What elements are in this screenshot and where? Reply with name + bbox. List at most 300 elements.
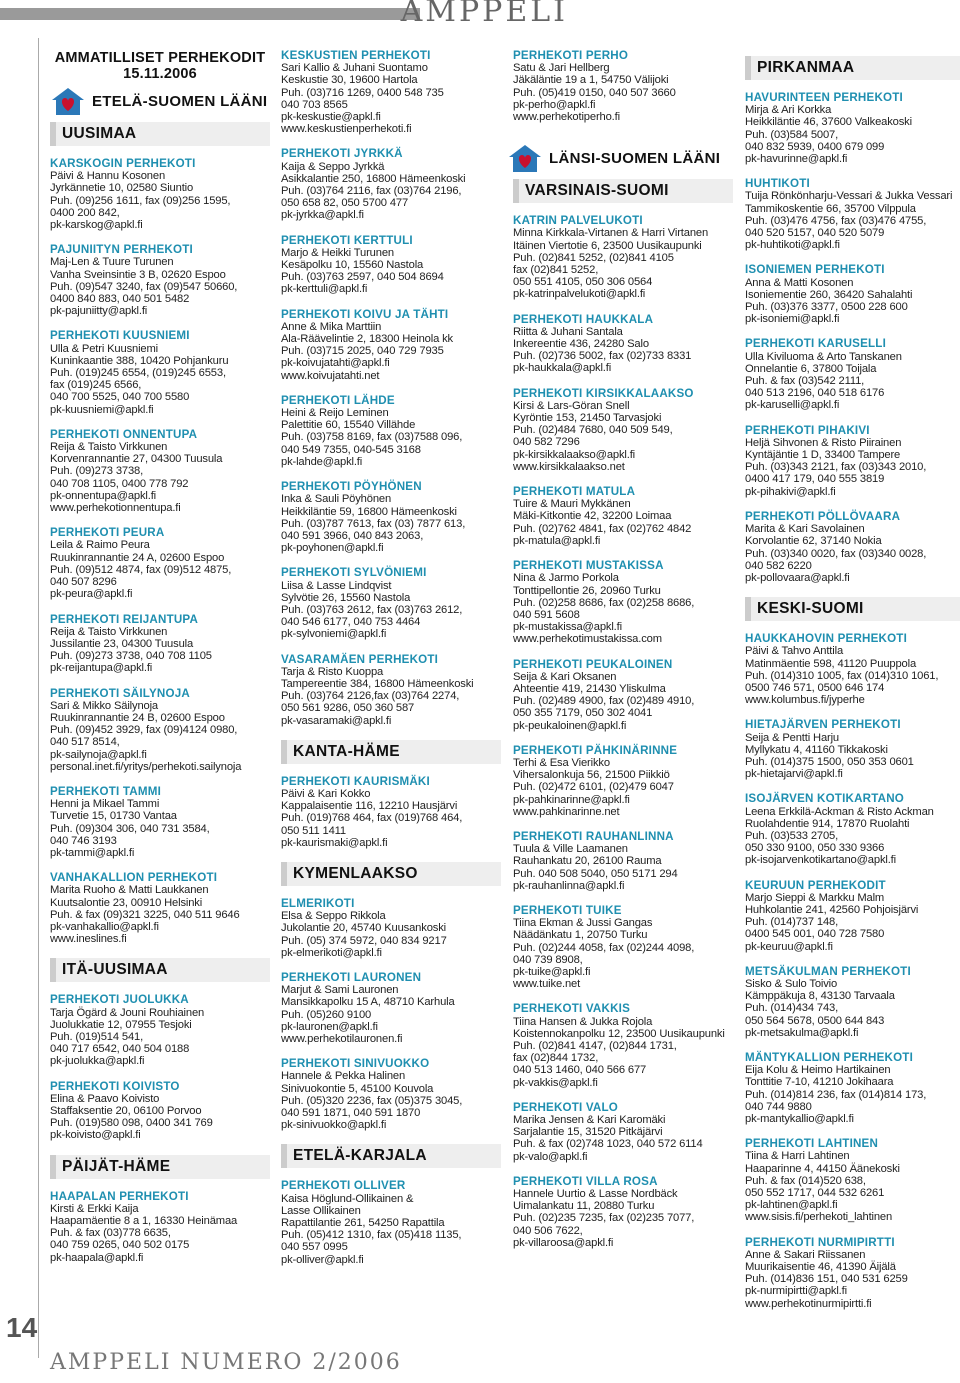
- listing-contact-link[interactable]: pk-jyrkka@apkl.fi: [281, 209, 364, 222]
- listing-name: VASARAMÄEN PERHEKOTI: [281, 652, 439, 666]
- listing-line: Korvolantie 62, 37140 Nokia: [745, 535, 882, 548]
- listing-line: Puh. (09)273 3738,: [50, 465, 144, 478]
- listing-line: 050 658 82, 050 5700 477: [281, 197, 409, 210]
- column-2: [281, 50, 501, 1279]
- listing-entry: [745, 1138, 960, 1223]
- listing-line: 050 551 4105, 050 306 0564: [513, 276, 653, 289]
- listing-name: METSÄKULMAN PERHEKOTI: [745, 964, 911, 978]
- listing-line: Heini & Reijo Leminen: [281, 407, 389, 420]
- page-heading: [50, 50, 270, 82]
- listing-line: Ulla Kiviluoma & Arto Tanskanen: [745, 350, 902, 363]
- listing-name: PERHEKOTI PÖLLÖVAARA: [745, 509, 901, 523]
- listing-line: Sisko & Sulo Toivio: [745, 977, 838, 990]
- listing-line: Puh. (014)310 1005, fax (014)310 1061,: [745, 669, 939, 682]
- listing-contact-link[interactable]: pk-havurinne@apkl.fi: [745, 153, 848, 166]
- listing-contact-link[interactable]: pk-haapala@apkl.fi: [50, 1251, 144, 1264]
- listing-name: PERHEKOTI MATULA: [513, 485, 636, 499]
- listing-line: 040 591 1871, 040 591 1870: [281, 1107, 421, 1120]
- listing-line: Terhi & Esa Vierikko: [513, 756, 610, 769]
- listing-name: VANHAKALLION PERHEKOTI: [50, 871, 218, 885]
- listing-line: Puh. (03)343 2121, fax (03)343 2010,: [745, 461, 927, 474]
- listing-entry: [281, 50, 501, 135]
- listing-line: Liisa & Lasse Lindqvist: [281, 579, 392, 592]
- listing-line: Staffaksentie 20, 06100 Porvoo: [50, 1105, 202, 1117]
- region-heading: ETELÄ-KARJALA: [281, 1144, 501, 1168]
- listing-line: Päivi & Hannu Kosonen: [50, 170, 166, 183]
- listing-contact-link[interactable]: www.ineslines.fi: [50, 933, 127, 946]
- laani-label: LÄNSI-SUOMEN LÄÄNI: [549, 149, 721, 167]
- listing-name: HAAPALAN PERHEKOTI: [50, 1189, 189, 1203]
- listing-line: Puh. (02)736 5002, fax (02)733 8331: [513, 350, 692, 363]
- listing-line: Kyröntie 153, 21450 Tarvasjoki: [513, 412, 662, 425]
- listing-contact-link[interactable]: pk-juolukka@apkl.fi: [50, 1055, 145, 1068]
- listing-entry: [281, 972, 501, 1045]
- listing-contact-link[interactable]: pk-isoniemi@apkl.fi: [745, 313, 840, 326]
- listing-entry: [513, 831, 733, 892]
- listing-contact-link[interactable]: pk-katrinpalvelukoti@apkl.fi: [513, 288, 646, 301]
- listing-entry: [281, 481, 501, 554]
- listing-contact-link[interactable]: pk-matula@apkl.fi: [513, 534, 601, 547]
- house-heart-icon: [50, 86, 86, 116]
- listing-contact-link[interactable]: pk-nurmipirtti@apkl.fi: [745, 1285, 847, 1298]
- listing-line: Puh. (09)304 306, 040 731 3584,: [50, 822, 210, 835]
- listing-entry: [50, 1191, 270, 1264]
- listing-entry: [745, 511, 960, 584]
- listing-line: Kyntäjäntie 1 D, 33400 Tampere: [745, 449, 901, 462]
- listing-contact-link[interactable]: pk-pihakivi@apkl.fi: [745, 485, 836, 498]
- listing-contact-link[interactable]: pk-mustakissa@apkl.fi: [513, 621, 622, 634]
- listing-line: 040 700 5525, 040 700 5580: [50, 391, 190, 404]
- listing-name: PERHEKOTI VALO: [513, 1100, 619, 1114]
- listing-name: PAJUNIITYN PERHEKOTI: [50, 243, 193, 257]
- listing-line: Kaisa Höglund-Ollikainen &: [281, 1192, 414, 1205]
- listing-contact-link[interactable]: pk-vasaramaki@apkl.fi: [281, 714, 392, 727]
- listing-name: PERHEKOTI ONNENTUPA: [50, 427, 198, 441]
- listing-name: ELMERIKOTI: [281, 896, 355, 910]
- listing-name: PERHEKOTI VILLA ROSA: [513, 1174, 658, 1188]
- listing-line: Jussilantie 23, 04300 Tuusula: [50, 637, 194, 650]
- listing-line: Puh. (02)258 8686, fax (02)258 8686,: [513, 596, 695, 609]
- listing-name: PERHEKOTI TUIKE: [513, 903, 622, 917]
- listing-line: Puh. (05)412 1310, fax (05)418 1135,: [281, 1229, 462, 1242]
- listing-line: Puh. & fax (03)778 6635,: [50, 1227, 171, 1240]
- listing-contact-link[interactable]: pk-reijantupa@apkl.fi: [50, 662, 153, 675]
- listing-entry: [50, 614, 270, 675]
- listing-name: PERHEKOTI RAUHANLINNA: [513, 829, 674, 843]
- listing-line: Tonttipellontie 26, 20960 Turku: [513, 584, 661, 597]
- listing-line: 050 552 1717, 044 532 6261: [745, 1187, 885, 1200]
- listing-contact-link[interactable]: pk-poyhonen@apkl.fi: [281, 542, 384, 555]
- listing-line: Jäkäläntie 19 a 1, 54750 Välijoki: [513, 74, 669, 87]
- listing-line: Isoniementie 260, 36420 Sahalahti: [745, 288, 913, 301]
- heading-date: 15.11.2006: [123, 66, 197, 82]
- listing-contact-link[interactable]: pk-kerttuli@apkl.fi: [281, 283, 368, 296]
- listing-contact-link[interactable]: pk-valo@apkl.fi: [513, 1150, 588, 1163]
- listing-line: 040 703 8565: [281, 98, 348, 111]
- listing-line: Tiina & Harri Lahtinen: [745, 1150, 850, 1163]
- listing-contact-link[interactable]: pk-elmerikoti@apkl.fi: [281, 946, 382, 959]
- listing-contact-link[interactable]: pk-kirsikkalaakso@apkl.fi: [513, 448, 636, 461]
- listing-line: 040 744 9880: [745, 1100, 812, 1113]
- listing-contact-link[interactable]: pk-tammi@apkl.fi: [50, 846, 135, 859]
- listing-entry: [745, 793, 960, 866]
- listing-contact-link[interactable]: pk-peukaloinen@apkl.fi: [513, 719, 627, 732]
- listing-line: Kirsti & Erkki Kaija: [50, 1202, 139, 1215]
- listing-line: Puh. (019)580 098, 0400 341 769: [50, 1117, 213, 1130]
- listing-line: Inkereentie 436, 24280 Salo: [513, 338, 649, 351]
- listing-line: Puh. (02)489 4900, fax (02)489 4910,: [513, 695, 695, 708]
- listing-line: Seija & Pentti Harju: [745, 731, 840, 744]
- listing-contact-link[interactable]: pk-metsakulma@apkl.fi: [745, 1026, 859, 1039]
- listing-line: Hannele & Pekka Halinen: [281, 1070, 406, 1083]
- laani-label: ETELÄ-SUOMEN LÄÄNI: [92, 92, 268, 110]
- listing-contact-link[interactable]: pk-lauronen@apkl.fi: [281, 1020, 378, 1033]
- listing-contact-link[interactable]: pk-koivujatahti@apkl.fi: [281, 357, 390, 370]
- listing-line: 0400 417 179, 040 555 3819: [745, 473, 885, 486]
- listing-contact-link[interactable]: www.perhekotiperho.fi: [513, 111, 620, 124]
- region-heading: PIRKANMAA: [745, 56, 960, 80]
- listing-contact-link[interactable]: www.kolumbus.fi/jyperhe: [745, 694, 865, 707]
- listing-line: Puh. (02)841 5252, (02)841 4105: [513, 251, 674, 264]
- listing-entry: [513, 560, 733, 645]
- listing-entry: [281, 395, 501, 468]
- listing-name: PERHEKOTI KARUSELLI: [745, 337, 887, 351]
- listing-line: Puh. 040 508 5040, 050 5171 294: [513, 867, 678, 880]
- listing-line: Vanha Sveinsintie 3 B, 02620 Espoo: [50, 268, 226, 281]
- listing-line: Puh. (019)514 541,: [50, 1030, 144, 1043]
- listing-line: Maj-Len & Tuure Turunen: [50, 256, 174, 269]
- listing-line: Anne & Sakari Riissanen: [745, 1248, 866, 1261]
- listing-entry: [745, 425, 960, 498]
- listing-line: Uimalankatu 11, 20880 Turku: [513, 1200, 655, 1213]
- listing-line: Puh. (03)787 7613, fax (03) 7877 613,: [281, 517, 466, 530]
- listing-name: PERHEKOTI LAURONEN: [281, 970, 422, 984]
- listing-name: PERHEKOTI NURMIPIRTTI: [745, 1235, 895, 1249]
- laani-heading-west: [507, 143, 733, 173]
- listing-line: Sari Kallio & Juhani Suontamo: [281, 62, 428, 75]
- listing-name: HIETAJÄRVEN PERHEKOTI: [745, 718, 901, 732]
- listing-line: Huhkolantie 241, 42560 Pohjoisjärvi: [745, 903, 919, 916]
- listing-name: PERHEKOTI PERHO: [513, 49, 629, 62]
- listing-contact-link[interactable]: www.kirsikkalaakso.net: [513, 460, 625, 473]
- column-1: [50, 50, 270, 1277]
- listing-line: Puh. (014)737 148,: [745, 916, 839, 929]
- listing-line: 040 520 5157, 040 520 5079: [745, 227, 885, 240]
- listing-contact-link[interactable]: pk-isojarvenkotikartano@apkl.fi: [745, 854, 896, 867]
- listing-line: Puh. (03)758 8169, fax (03)7588 096,: [281, 431, 463, 444]
- listing-name: ISONIEMEN PERHEKOTI: [745, 263, 885, 277]
- listing-name: PERHEKOTI PÄHKINÄRINNE: [513, 743, 678, 757]
- listing-line: Puh. (09)273 3738, 040 708 1105: [50, 650, 212, 663]
- listing-entry: [281, 148, 501, 221]
- listing-line: 040 557 0995: [281, 1241, 348, 1254]
- listing-entry: [50, 158, 270, 231]
- listing-contact-link[interactable]: pk-hietajarvi@apkl.fi: [745, 768, 843, 781]
- listing-line: Reija & Taisto Virkkunen: [50, 441, 168, 454]
- listing-line: 040 746 3193: [50, 834, 117, 847]
- listing-name: PERHEKOTI OLLIVER: [281, 1179, 406, 1193]
- region-heading: KESKI-SUOMI: [745, 597, 960, 621]
- listing-contact-link[interactable]: pk-pajuniitty@apkl.fi: [50, 305, 148, 318]
- listing-line: Elina & Paavo Koivisto: [50, 1092, 160, 1105]
- listing-contact-link[interactable]: pk-sylvoniemi@apkl.fi: [281, 628, 387, 641]
- listing-line: Vihersalonkuja 56, 21500 Piikkiö: [513, 769, 670, 782]
- listing-line: Rauhankatu 20, 26100 Rauma: [513, 855, 662, 868]
- listing-name: PERHEKOTI HAUKKALA: [513, 312, 654, 326]
- listing-line: 0400 200 842,: [50, 206, 120, 219]
- listing-line: Minna Kirkkala-Virtanen & Harri Virtanen: [513, 227, 709, 240]
- listing-line: Ruukinrannantie 24 A, 02600 Espoo: [50, 551, 225, 564]
- listing-line: 040 739 8908,: [513, 953, 583, 966]
- listing-line: Haapamäentie 8 a 1, 16330 Heinämaa: [50, 1215, 238, 1228]
- listing-line: Puh. (05)320 2236, fax (05)375 3045,: [281, 1094, 463, 1107]
- listing-line: Puh. (03)764 2116, fax (03)764 2196,: [281, 185, 462, 198]
- listing-contact-link[interactable]: pk-rauhanlinna@apkl.fi: [513, 879, 625, 892]
- listing-line: Marjo Sieppi & Markku Malm: [745, 891, 885, 904]
- listing-contact-link[interactable]: www.sisis.fi/perhekoti_lahtinen: [745, 1211, 893, 1224]
- listing-entry: [513, 486, 733, 547]
- listing-line: Puh. (03)476 4756, fax (03)476 4755,: [745, 214, 927, 227]
- listing-line: Juolukkatie 12, 07955 Tesjoki: [50, 1018, 192, 1031]
- listing-entry: [281, 898, 501, 959]
- listing-entry: [745, 92, 960, 165]
- listing-line: Henni ja Mikael Tammi: [50, 798, 160, 811]
- listing-line: Kuutsalontie 23, 00910 Helsinki: [50, 896, 203, 909]
- listing-entry: [745, 264, 960, 325]
- listing-name: PERHEKOTI SINIVUOKKO: [281, 1057, 430, 1071]
- listing-name: PERHEKOTI MUSTAKISSA: [513, 559, 664, 573]
- listing-line: Seija & Kari Oksanen: [513, 670, 617, 683]
- listing-contact-link[interactable]: pk-tuike@apkl.fi: [513, 965, 591, 978]
- margin-divider: [38, 38, 39, 1358]
- listing-name: PERHEKOTI PEUKALOINEN: [513, 657, 673, 671]
- listing-contact-link[interactable]: pk-sailynoja@apkl.fi: [50, 748, 147, 761]
- listing-line: Sari & Mikko Säilynoja: [50, 699, 158, 712]
- listing-line: Kuninkaantie 388, 10420 Pohjankuru: [50, 354, 229, 367]
- listing-line: Puh. (03)584 5007,: [745, 128, 839, 141]
- listing-entry: [745, 633, 960, 706]
- listing-line: 050 511 1411: [281, 824, 346, 837]
- listing-line: Puh. & fax (09)321 3225, 040 511 9646: [50, 908, 240, 921]
- listing-entry: [50, 786, 270, 859]
- listing-line: Riitta & Juhani Santala: [513, 325, 623, 338]
- listing-line: Muurikaisentie 46, 41390 Äijälä: [745, 1261, 896, 1274]
- listing-line: Puh. & fax (014)520 638,: [745, 1174, 866, 1187]
- listing-line: fax (02)844 1732,: [513, 1052, 599, 1065]
- listing-line: 050 561 9286, 050 360 587: [281, 702, 415, 715]
- listing-line: Puh. (014)814 236, fax (014)814 173,: [745, 1088, 927, 1101]
- listing-entry: [50, 688, 270, 773]
- listing-name: PERHEKOTI PIHAKIVI: [745, 423, 870, 437]
- listing-entry: [50, 1081, 270, 1142]
- listing-contact-link[interactable]: www.koivujatahti.net: [281, 369, 380, 382]
- listing-contact-link[interactable]: www.perhekotionnentupa.fi: [50, 502, 181, 515]
- listing-line: Puh. (014)434 743,: [745, 1002, 839, 1015]
- listing-line: Ahteentie 419, 21430 Yliskulma: [513, 682, 666, 695]
- listing-name: HAUKKAHOVIN PERHEKOTI: [745, 632, 908, 646]
- listing-line: Puh. (03)763 2597, 040 504 8694: [281, 271, 444, 284]
- listing-name: KEURUUN PERHEKODIT: [745, 878, 886, 892]
- listing-contact-link[interactable]: pk-onnentupa@apkl.fi: [50, 489, 157, 502]
- listing-name: KATRIN PALVELUKOTI: [513, 214, 643, 228]
- listing-line: Puh. (03)763 2612, fax (03)763 2612,: [281, 603, 463, 616]
- listing-line: Puh. (014)375 1500, 050 353 0601: [745, 755, 914, 768]
- listing-contact-link[interactable]: pk-lahtinen@apkl.fi: [745, 1199, 838, 1212]
- listing-line: Puh. (02)762 4841, fax (02)762 4842: [513, 522, 692, 535]
- listing-line: Onnelantie 6, 37800 Toijala: [745, 362, 877, 375]
- listing-line: Puh. (03)533 2705,: [745, 829, 839, 842]
- heading-title: AMMATILLISET PERHEKODIT: [54, 50, 266, 66]
- listing-contact-link[interactable]: personal.inet.fi/yritys/perhekoti.sailynoja: [50, 760, 242, 773]
- listing-contact-link[interactable]: www.perhekotimustakissa.com: [513, 633, 662, 646]
- listing-contact-link[interactable]: pk-pollovaara@apkl.fi: [745, 571, 850, 584]
- listing-line: Puh. (02)244 4058, fax (02)244 4098,: [513, 941, 695, 954]
- listing-line: Marjut & Sami Lauronen: [281, 984, 399, 997]
- region-heading: KANTA-HÄME: [281, 740, 501, 764]
- listing-contact-link[interactable]: pk-keskustie@apkl.fi: [281, 111, 381, 124]
- listing-line: Näädänkatu 1, 20750 Turku: [513, 929, 648, 942]
- listing-line: Tarja & Risto Kuoppa: [281, 665, 384, 678]
- listing-entry: [281, 1180, 501, 1265]
- listing-line: Haaparinne 4, 44150 Äänekoski: [745, 1162, 900, 1175]
- listing-name: ISOJÄRVEN KOTIKARTANO: [745, 792, 905, 806]
- listing-entry: [745, 338, 960, 411]
- listing-line: Tuula & Ville Laamanen: [513, 843, 628, 856]
- listing-line: Kämppäkuja 8, 43130 Tarvaala: [745, 990, 895, 1003]
- listing-contact-link[interactable]: pk-vanhakallio@apkl.fi: [50, 920, 159, 933]
- listing-entry: [513, 659, 733, 732]
- listing-line: Puh. (03)716 1269, 0400 548 735: [281, 86, 444, 99]
- listing-contact-link[interactable]: pk-perho@apkl.fi: [513, 98, 596, 111]
- listing-line: Koistennokanpolku 12, 23500 Uusikaupunki: [513, 1027, 725, 1040]
- listing-entry: [50, 330, 270, 415]
- listing-contact-link[interactable]: pk-haukkala@apkl.fi: [513, 362, 612, 375]
- listing-line: Puh. (02)472 6101, (02)479 6047: [513, 781, 674, 794]
- listing-line: Puh. (014)836 151, 040 531 6259: [745, 1273, 908, 1286]
- listing-line: Anna & Matti Kosonen: [745, 276, 854, 289]
- region-heading: UUSIMAA: [50, 122, 270, 146]
- listing-line: Puh. (09)512 4874, fax (09)512 4875,: [50, 563, 232, 576]
- listing-name: HUHTIKOTI: [745, 177, 810, 191]
- listing-name: PERHEKOTI VAKKIS: [513, 1002, 631, 1016]
- listing-line: Marika Jensen & Kari Karomäki: [513, 1114, 666, 1127]
- listing-line: Ulla & Petri Kuusniemi: [50, 342, 158, 355]
- listing-contact-link[interactable]: pk-sinivuokko@apkl.fi: [281, 1119, 387, 1132]
- listing-contact-link[interactable]: pk-vakkis@apkl.fi: [513, 1076, 598, 1089]
- listing-line: Kappalaisentie 116, 12210 Hausjärvi: [281, 800, 458, 813]
- listing-line: 040 708 1105, 0400 778 792: [50, 477, 189, 490]
- listing-name: MÄNTYKALLION PERHEKOTI: [745, 1051, 913, 1064]
- listing-contact-link[interactable]: pk-kuusniemi@apkl.fi: [50, 403, 154, 416]
- listing-line: Päivi & Tahvo Anttila: [745, 645, 844, 658]
- column-1-entries: [50, 122, 270, 1264]
- listing-contact-link[interactable]: pk-kaurismaki@apkl.fi: [281, 836, 388, 849]
- listing-contact-link[interactable]: pk-villaroosa@apkl.fi: [513, 1236, 614, 1249]
- listing-contact-link[interactable]: pk-koivisto@apkl.fi: [50, 1129, 141, 1142]
- listing-line: 040 507 8296: [50, 576, 117, 589]
- listing-entry: [745, 1237, 960, 1310]
- listing-line: Tuija Rönkönharju-Vessari & Jukka Vessari: [745, 190, 953, 203]
- listing-entry: [513, 1176, 733, 1249]
- listing-line: Heikkiläntie 46, 37600 Valkeakoski: [745, 116, 912, 129]
- listing-line: 0400 545 001, 040 728 7580: [745, 928, 885, 941]
- listing-name: KARSKOGIN PERHEKOTI: [50, 157, 196, 170]
- listing-name: PERHEKOTI KERTTULI: [281, 233, 413, 247]
- listing-name: KESKUSTIEN PERHEKOTI: [281, 49, 431, 62]
- listing-line: Heikkiläntie 59, 16800 Hämeenkoski: [281, 505, 457, 518]
- listing-line: 040 546 6177, 040 753 4464: [281, 616, 421, 629]
- region-heading: KYMENLAAKSO: [281, 862, 501, 886]
- listing-name: PERHEKOTI LAHTINEN: [745, 1137, 879, 1151]
- listing-contact-link[interactable]: pk-peura@apkl.fi: [50, 588, 133, 601]
- listing-entry: [513, 50, 733, 123]
- listing-contact-link[interactable]: pk-huhtikoti@apkl.fi: [745, 239, 840, 252]
- listing-contact-link[interactable]: pk-keuruu@apkl.fi: [745, 940, 833, 953]
- listing-contact-link[interactable]: pk-lahde@apkl.fi: [281, 455, 363, 468]
- listing-line: Puh. (019)245 6554, (019)245 6553,: [50, 367, 226, 380]
- listing-contact-link[interactable]: www.pahkinarinne.net: [513, 805, 620, 818]
- listing-name: PERHEKOTI PÖYHÖNEN: [281, 480, 422, 494]
- listing-contact-link[interactable]: pk-karuselli@apkl.fi: [745, 399, 840, 412]
- magazine-title: AMPPELI: [400, 0, 568, 29]
- listing-line: Reija & Taisto Virkkunen: [50, 625, 168, 638]
- listing-line: Puh. (05)419 0150, 040 507 3660: [513, 86, 676, 99]
- listing-line: Eija Kolu & Heimo Hartikainen: [745, 1064, 891, 1077]
- listing-contact-link[interactable]: pk-karskog@apkl.fi: [50, 219, 143, 232]
- region-heading: VARSINAIS-SUOMI: [513, 179, 733, 203]
- listing-contact-link[interactable]: www.tuike.net: [513, 978, 581, 991]
- listing-entry: [513, 314, 733, 375]
- listing-line: Elsa & Seppo Rikkola: [281, 910, 386, 923]
- listing-line: 0400 840 883, 040 501 5482: [50, 293, 190, 306]
- listing-line: Puh. (03)764 2126,fax (03)764 2274,: [281, 690, 460, 703]
- listing-line: 040 506 7622,: [513, 1224, 583, 1237]
- listing-line: Puh. (019)768 464, fax (019)768 464,: [281, 812, 463, 825]
- listing-line: Päivi & Kari Kokko: [281, 787, 371, 800]
- listing-contact-link[interactable]: pk-olliver@apkl.fi: [281, 1253, 364, 1266]
- listing-name: PERHEKOTI KOIVISTO: [50, 1079, 180, 1093]
- listing-line: 0500 746 571, 0500 646 174: [745, 681, 885, 694]
- listing-entry: [745, 966, 960, 1039]
- listing-line: Itäinen Viertotie 6, 23500 Uusikaupunki: [513, 239, 702, 252]
- listing-contact-link[interactable]: www.perhekotilauronen.fi: [281, 1033, 403, 1045]
- listing-line: Nina & Jarmo Porkola: [513, 572, 619, 585]
- listing-entry: [513, 1102, 733, 1163]
- listing-line: Matinmäentie 598, 41120 Puuppola: [745, 657, 917, 670]
- listing-line: Myllykatu 4, 41160 Tikkakoski: [745, 743, 888, 756]
- page-number: 14: [6, 1312, 38, 1343]
- listing-contact-link[interactable]: pk-mantykallio@apkl.fi: [745, 1113, 854, 1126]
- listing-line: 040 582 7296: [513, 436, 580, 449]
- listing-contact-link[interactable]: www.keskustienperhekoti.fi: [281, 123, 412, 136]
- listing-line: Keskustie 30, 19600 Hartola: [281, 74, 418, 87]
- listing-contact-link[interactable]: www.perhekotinurmipirtti.fi: [745, 1297, 872, 1310]
- listing-line: Anne & Mika Marttiin: [281, 320, 382, 333]
- listing-line: Marjo & Heikki Turunen: [281, 246, 394, 259]
- listing-line: Puh. (09)452 3929, fax (09)4124 0980,: [50, 724, 238, 737]
- listing-line: Tampereentie 384, 16800 Hämeenkoski: [281, 677, 474, 690]
- listing-line: Tuire & Mauri Mykkänen: [513, 498, 631, 511]
- listing-entry: [50, 872, 270, 945]
- listing-line: Rapattilantie 261, 54250 Rapattila: [281, 1217, 445, 1230]
- listing-line: 040 513 2196, 040 518 6176: [745, 387, 885, 400]
- listing-line: Puh. (02)235 7235, fax (02)235 7077,: [513, 1212, 695, 1225]
- listing-line: Tarja Ögärd & Jouni Rouhiainen: [50, 1006, 205, 1019]
- listing-line: Puh. (05)260 9100: [281, 1008, 372, 1021]
- listing-entry: [50, 429, 270, 514]
- listing-contact-link[interactable]: pk-pahkinarinne@apkl.fi: [513, 793, 630, 806]
- listing-line: Asikkalantie 250, 16800 Hämeenkoski: [281, 172, 466, 185]
